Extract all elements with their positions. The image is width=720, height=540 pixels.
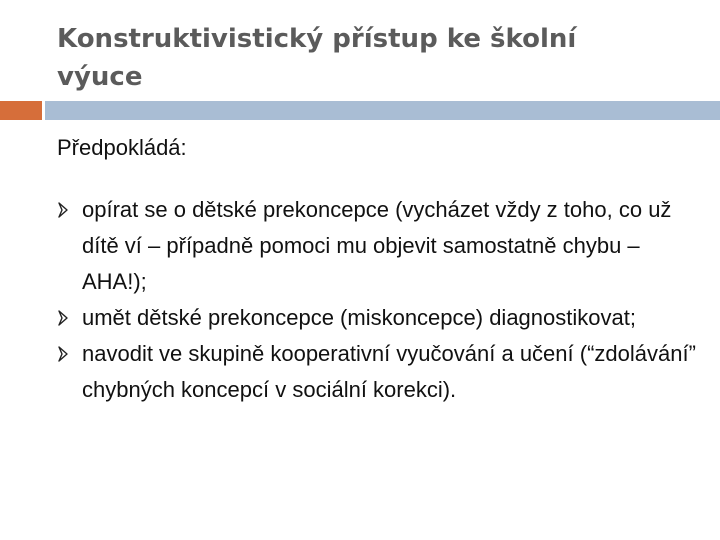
bullet-item <box>57 192 697 300</box>
slide-title: Konstruktivistický přístup ke školní výuce <box>57 24 577 92</box>
arrow-bullet-icon <box>57 336 71 372</box>
bullet-text: navodit ve skupině kooperativní vyučování a učení (“zdolávání” chybných koncepcí v sociální korekci). <box>82 341 696 402</box>
arrow-bullet-icon <box>57 300 71 336</box>
arrow-bullet-icon <box>57 192 71 228</box>
bullet-item <box>57 336 697 408</box>
bullet-text: opírat se o dětské prekoncepce (vycházet vždy z toho, co už dítě ví – případně pomoci mu objevit samostatně chybu – AHA!); <box>82 197 672 294</box>
title-divider-line <box>42 101 720 120</box>
bullet-item <box>57 300 697 336</box>
bullet-text: umět dětské prekoncepce (miskoncepce) diagnostikovat; <box>82 305 636 330</box>
bullet-list <box>57 192 697 408</box>
title-divider-gap <box>42 101 45 120</box>
title-divider-accent <box>0 101 42 120</box>
intro-text: Předpokládá: <box>57 135 187 160</box>
